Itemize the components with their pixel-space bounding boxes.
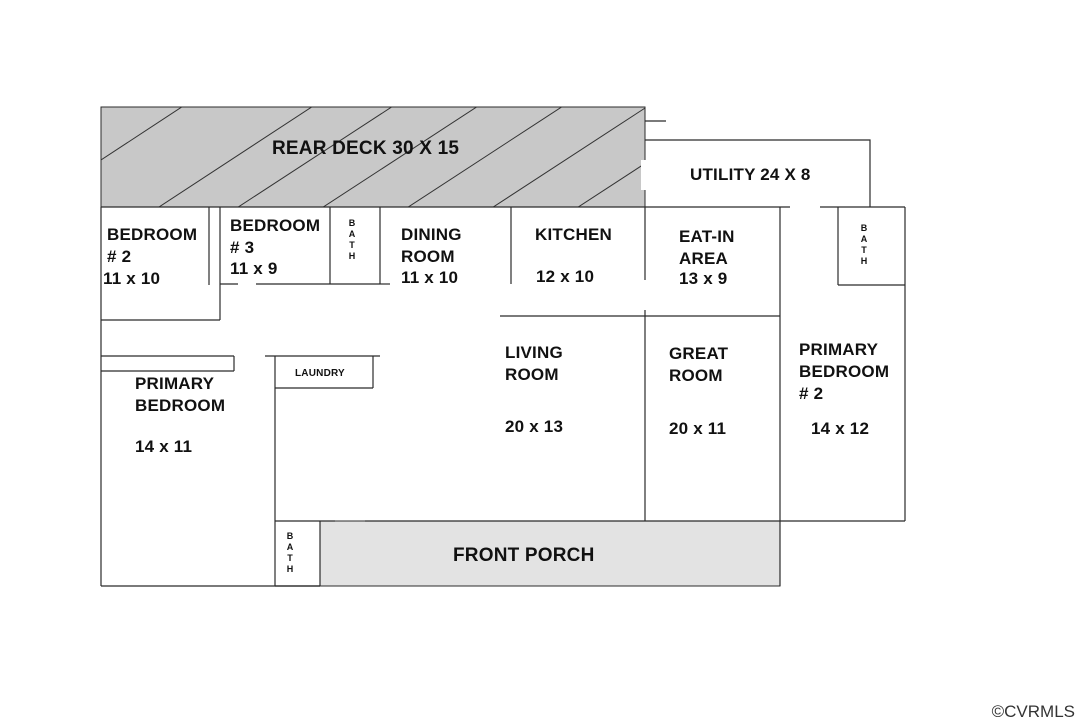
bedroom-2-size: 11 x 10 [103, 269, 161, 288]
great-room-label: GREAT ROOM [669, 344, 729, 385]
primary-bedroom-2-size: 14 x 12 [811, 419, 870, 438]
primary-bedroom-2-label: PRIMARY BEDROOM # 2 [799, 340, 890, 403]
bedroom-2-label: BEDROOM # 2 [107, 225, 198, 266]
bath-2-label: B A T H [860, 223, 868, 266]
bedroom-3-size: 11 x 9 [230, 259, 278, 278]
kitchen-size: 12 x 10 [536, 267, 595, 286]
living-room-label: LIVING ROOM [505, 343, 563, 384]
kitchen-label: KITCHEN [535, 225, 612, 244]
cvrmls-watermark: ©CVRMLS [991, 702, 1075, 721]
dining-room-size: 11 x 10 [401, 268, 459, 287]
front-porch-label: FRONT PORCH [453, 545, 595, 566]
dining-room-label: DINING ROOM [401, 225, 462, 266]
utility-label: UTILITY 24 X 8 [690, 165, 811, 184]
eat-in-area-label: EAT-IN AREA [679, 227, 735, 268]
bath-1-label: B A T H [348, 218, 356, 261]
great-room-size: 20 x 11 [669, 419, 727, 438]
bedroom-3-label: BEDROOM # 3 [230, 216, 321, 257]
laundry-label: LAUNDRY [295, 368, 345, 379]
living-room-size: 20 x 13 [505, 417, 564, 436]
primary-bedroom-size: 14 x 11 [135, 437, 193, 456]
eat-in-area-size: 13 x 9 [679, 269, 728, 288]
rear-deck-label: REAR DECK 30 X 15 [272, 138, 460, 159]
bath-3-label: B A T H [286, 531, 294, 574]
primary-bedroom-label: PRIMARY BEDROOM [135, 374, 226, 415]
